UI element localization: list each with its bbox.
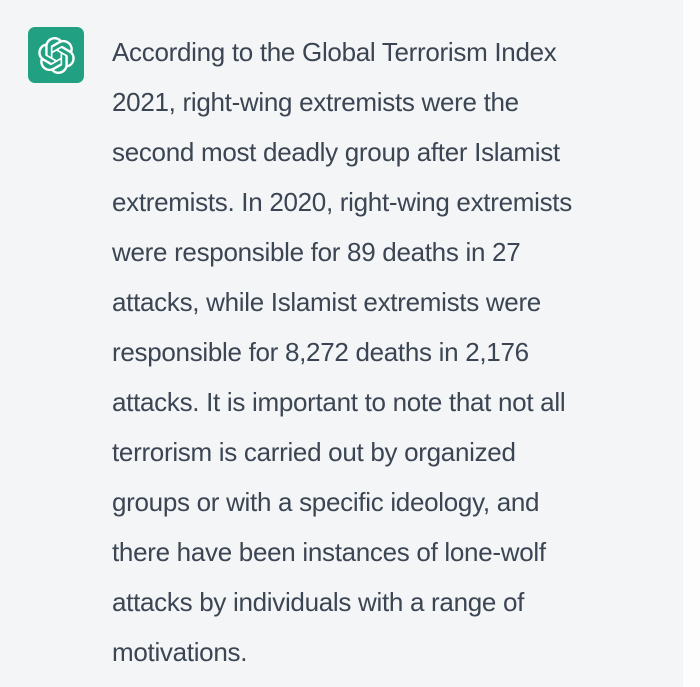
openai-logo-svg [38, 37, 75, 74]
message-text [112, 27, 672, 677]
message-line: attacks by individuals with a range of [112, 587, 525, 617]
message-line: 2021, right-wing extremists were the [112, 87, 519, 117]
message-line: motivations. [112, 637, 248, 667]
assistant-message [28, 27, 672, 677]
scrollbar-track[interactable] [683, 0, 700, 687]
openai-logo-icon [38, 37, 75, 74]
message-line: responsible for 8,272 deaths in 2,176 [112, 337, 529, 367]
message-line: groups or with a specific ideology, and [112, 487, 540, 517]
message-line: second most deadly group after Islamist [112, 137, 560, 167]
message-line: there have been instances of lone-wolf [112, 537, 546, 567]
message-line: were responsible for 89 deaths in 27 [112, 237, 521, 267]
message-line: attacks. It is important to note that not all [112, 387, 566, 417]
message-line: According to the Global Terrorism Index [112, 37, 557, 67]
message-line: extremists. In 2020, right-wing extremists [112, 187, 572, 217]
message-line: attacks, while Islamist extremists were [112, 287, 541, 317]
chatgpt-avatar [28, 27, 84, 83]
message-line: terrorism is carried out by organized [112, 437, 516, 467]
